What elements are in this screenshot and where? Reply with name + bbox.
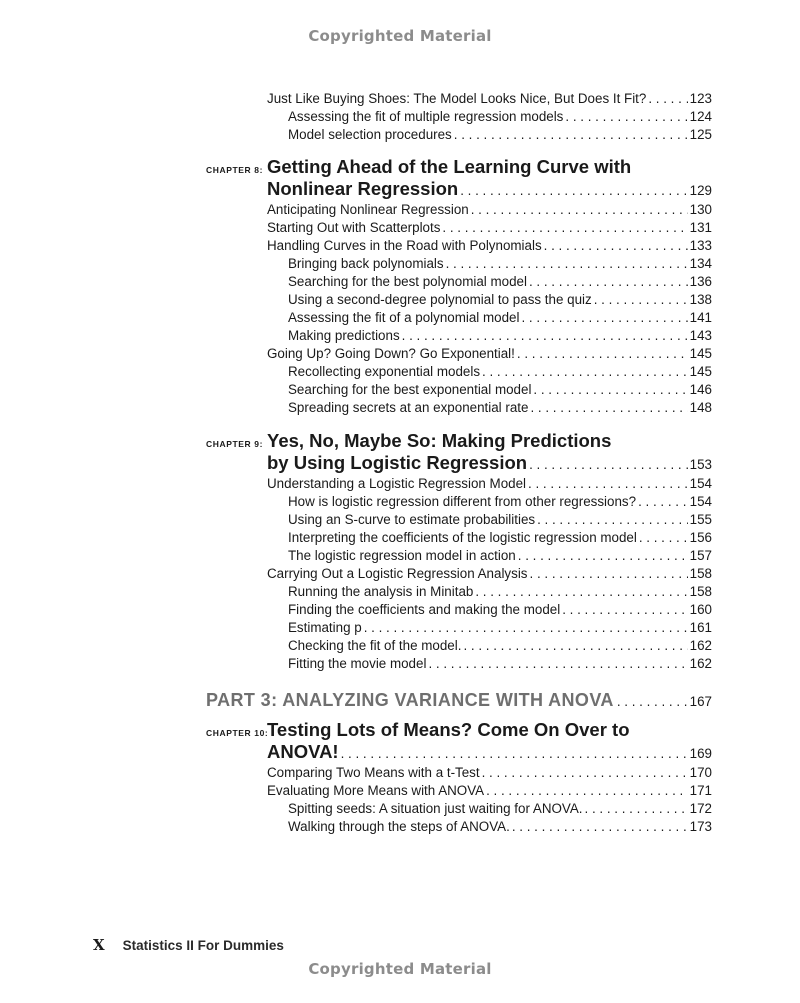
toc-entry-page: 154 <box>689 476 712 491</box>
chapter-label: CHAPTER 9: <box>206 439 264 449</box>
leader-dots <box>529 273 688 291</box>
toc-entry[interactable] <box>288 529 712 547</box>
toc-entry-title: Making predictions <box>288 328 400 343</box>
leader-dots <box>402 327 688 345</box>
toc-entry-title: Evaluating More Means with ANOVA <box>267 783 485 798</box>
leader-dots <box>639 529 688 547</box>
chapter-title-line[interactable] <box>267 741 712 763</box>
leader-dots <box>486 782 688 800</box>
part-page: 167 <box>689 694 712 709</box>
leader-dots <box>341 743 688 765</box>
chapter-title[interactable]: Yes, No, Maybe So: Making Predictions <box>267 430 612 451</box>
chapter-title-continued: Nonlinear Regression <box>267 178 459 199</box>
toc-entry-title: Comparing Two Means with a t-Test <box>267 765 480 780</box>
toc-entry[interactable] <box>288 399 712 417</box>
toc-entry-title: Recollecting exponential models <box>288 364 481 379</box>
leader-dots <box>517 345 688 363</box>
toc-entry[interactable] <box>288 273 712 291</box>
chapter-title-continued: by Using Logistic Regression <box>267 452 528 473</box>
toc-entry-title: Anticipating Nonlinear Regression <box>267 202 469 217</box>
toc-entry-page: 134 <box>689 256 712 271</box>
toc-entry-title: Starting Out with Scatterplots <box>267 220 441 235</box>
leader-dots <box>537 511 688 529</box>
toc-entry-page: 143 <box>689 328 712 343</box>
toc-entry-title: Assessing the fit of multiple regression models <box>288 109 564 124</box>
toc-entry[interactable] <box>288 381 712 399</box>
chapter-title-continued: ANOVA! <box>267 741 339 762</box>
toc-entry[interactable] <box>288 619 712 637</box>
part-title: PART 3: ANALYZING VARIANCE WITH ANOVA <box>206 690 614 710</box>
toc-entry-title: Just Like Buying Shoes: The Model Looks Nice, But Does It Fit? <box>267 91 647 106</box>
toc-entry[interactable] <box>288 108 712 126</box>
toc-entry-title: Finding the coefficients and making the model <box>288 602 561 617</box>
leader-dots <box>565 108 687 126</box>
toc-entry[interactable] <box>288 601 712 619</box>
leader-dots <box>428 655 687 673</box>
toc-entry-page: 172 <box>689 801 712 816</box>
toc-entry-title: Going Up? Going Down? Go Exponential! <box>267 346 515 361</box>
toc-entry[interactable] <box>267 219 712 237</box>
toc-entry-page: 136 <box>689 274 712 289</box>
leader-dots <box>460 180 687 202</box>
chapter-title[interactable]: Testing Lots of Means? Come On Over to <box>267 719 630 740</box>
leader-dots <box>638 493 688 511</box>
toc-entry-page: 158 <box>689 584 712 599</box>
chapter-title-line[interactable] <box>267 452 712 474</box>
toc-entry[interactable] <box>288 363 712 381</box>
leader-dots <box>482 764 688 782</box>
chapter-page: 129 <box>689 183 712 198</box>
toc-entry-page: 161 <box>689 620 712 635</box>
toc-entry-page: 158 <box>689 566 712 581</box>
toc-entry-title: Bringing back polynomials <box>288 256 444 271</box>
toc-entry[interactable] <box>288 583 712 601</box>
leader-dots <box>463 637 687 655</box>
toc-entry-page: 145 <box>689 364 712 379</box>
toc-entry-title: Spitting seeds: A situation just waiting for ANOVA. <box>288 801 583 816</box>
copyright-watermark-bottom: Copyrighted Material <box>308 960 492 978</box>
chapter-title-line[interactable] <box>267 178 712 200</box>
toc-entry[interactable] <box>288 655 712 673</box>
toc-entry-title: Spreading secrets at an exponential rate <box>288 400 529 415</box>
toc-entry[interactable] <box>288 309 712 327</box>
toc-entry-page: 131 <box>689 220 712 235</box>
toc-entry-page: 146 <box>689 382 712 397</box>
toc-entry-page: 155 <box>689 512 712 527</box>
toc-entry-page: 133 <box>689 238 712 253</box>
toc-entry-title: The logistic regression model in action <box>288 548 516 563</box>
leader-dots <box>530 399 687 417</box>
toc-entry-page: 173 <box>689 819 712 834</box>
toc-entry-title: Fitting the movie model <box>288 656 427 671</box>
leader-dots <box>512 818 688 836</box>
toc-entry-page: 148 <box>689 400 712 415</box>
leader-dots <box>364 619 688 637</box>
leader-dots <box>442 219 687 237</box>
leader-dots <box>446 255 688 273</box>
leader-dots <box>475 583 687 601</box>
toc-entry-page: 160 <box>689 602 712 617</box>
toc-entry[interactable] <box>267 90 712 108</box>
toc-entry-page: 124 <box>689 109 712 124</box>
leader-dots <box>617 691 687 713</box>
toc-entry[interactable] <box>267 345 712 363</box>
toc-entry[interactable] <box>288 511 712 529</box>
book-title: Statistics II For Dummies <box>122 938 284 953</box>
page-number: X <box>93 936 105 954</box>
leader-dots <box>471 201 688 219</box>
toc-entry-title: How is logistic regression different from other regressions? <box>288 494 637 509</box>
toc-entry[interactable] <box>267 201 712 219</box>
chapter-label: CHAPTER 8: <box>206 165 264 175</box>
chapter-label: CHAPTER 10: <box>206 728 269 738</box>
leader-dots <box>521 309 687 327</box>
toc-entry-page: 157 <box>689 548 712 563</box>
leader-dots <box>585 800 688 818</box>
toc-entry[interactable] <box>288 126 712 144</box>
toc-entry-title: Carrying Out a Logistic Regression Analysis <box>267 566 528 581</box>
leader-dots <box>528 475 688 493</box>
toc-entry-page: 125 <box>689 127 712 142</box>
toc-entry-page: 162 <box>689 656 712 671</box>
leader-dots <box>544 237 688 255</box>
toc-entry-title: Using a second-degree polynomial to pass the quiz <box>288 292 592 307</box>
toc-entry[interactable] <box>267 475 712 493</box>
page-footer <box>93 936 284 954</box>
toc-entry-page: 154 <box>689 494 712 509</box>
toc-entry-page: 170 <box>689 765 712 780</box>
toc-entry[interactable] <box>267 565 712 583</box>
toc-entry-title: Assessing the fit of a polynomial model <box>288 310 520 325</box>
toc-entry-title: Model selection procedures <box>288 127 452 142</box>
toc-entry[interactable] <box>288 327 712 345</box>
toc-entry-title: Interpreting the coefficients of the logistic regression model <box>288 530 637 545</box>
toc-entry-page: 145 <box>689 346 712 361</box>
toc-entry-title: Using an S-curve to estimate probabilities <box>288 512 536 527</box>
chapter-title[interactable]: Getting Ahead of the Learning Curve with <box>267 156 632 177</box>
leader-dots <box>530 565 688 583</box>
toc-entry-title: Walking through the steps of ANOVA. <box>288 819 510 834</box>
toc-entry-page: 156 <box>689 530 712 545</box>
toc-entry-page: 123 <box>689 91 712 106</box>
leader-dots <box>648 90 687 108</box>
toc-entry-page: 138 <box>689 292 712 307</box>
toc-entry[interactable] <box>267 782 712 800</box>
part-heading[interactable] <box>206 689 712 711</box>
leader-dots <box>562 601 687 619</box>
toc-entry-title: Checking the fit of the model. <box>288 638 462 653</box>
toc-entry-page: 130 <box>689 202 712 217</box>
toc-entry[interactable] <box>288 547 712 565</box>
toc-entry-title: Running the analysis in Minitab <box>288 584 474 599</box>
leader-dots <box>594 291 688 309</box>
copyright-watermark-top: Copyrighted Material <box>308 27 492 45</box>
chapter-page: 169 <box>689 746 712 761</box>
toc-entry-title: Searching for the best polynomial model <box>288 274 527 289</box>
toc-entry-page: 162 <box>689 638 712 653</box>
toc-entry-page: 141 <box>689 310 712 325</box>
toc-entry-title: Searching for the best exponential model <box>288 382 532 397</box>
chapter-page: 153 <box>689 457 712 472</box>
toc-entry[interactable] <box>267 237 712 255</box>
toc-entry-title: Understanding a Logistic Regression Model <box>267 476 527 491</box>
leader-dots <box>482 363 688 381</box>
leader-dots <box>454 126 688 144</box>
toc-entry[interactable] <box>288 291 712 309</box>
leader-dots <box>533 381 687 399</box>
leader-dots <box>518 547 688 565</box>
toc-entry[interactable] <box>288 493 712 511</box>
toc-entry[interactable] <box>288 255 712 273</box>
leader-dots <box>529 454 688 476</box>
toc-entry-title: Estimating p <box>288 620 362 635</box>
toc-entry[interactable] <box>288 818 712 836</box>
toc-entry[interactable] <box>288 800 712 818</box>
toc-entry[interactable] <box>267 764 712 782</box>
toc-entry-title: Handling Curves in the Road with Polynomials <box>267 238 542 253</box>
toc-entry-page: 171 <box>689 783 712 798</box>
toc-entry[interactable] <box>288 637 712 655</box>
